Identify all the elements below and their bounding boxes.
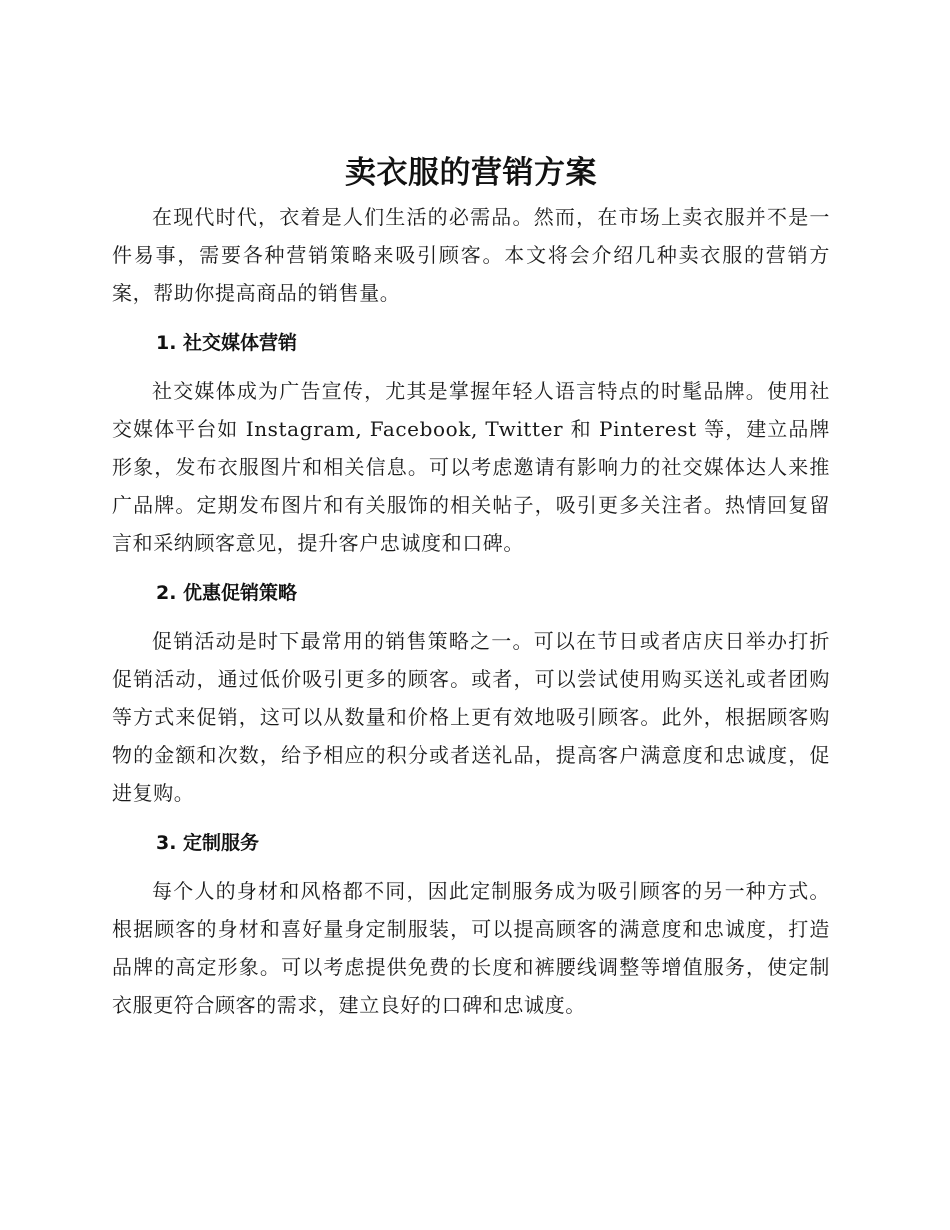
document-page [112, 148, 830, 1024]
section-body: 促销活动是时下最常用的销售策略之一。可以在节日或者店庆日举办打折促销活动，通过低价吸引更多的顾客。或者，可以尝试使用购买送礼或者团购等方式来促销，这可以从数量和价格上更有效地吸引顾客。此外，根据顾客购物的金额和次数，给予相应的积分或者送礼品，提高客户满意度和忠诚度，促进复购。 [112, 629, 830, 805]
section-custom-service [112, 824, 830, 1024]
section-body: 社交媒体成为广告宣传，尤其是掌握年轻人语言特点的时髦品牌。使用社交媒体平台如 Instagram, Facebook, Twitter 和 Pinterest 等，建立品牌形象，发布衣服图片和相关信息。可以考虑邀请有影响力的社交媒体达人来推广品牌。定期发布图片和有关服饰的相关帖子，吸引更多关注者。热情回复留言和采纳顾客意见，提升客户忠诚度和口碑。 [112, 379, 830, 555]
section-heading: 1. 社交媒体营销 [156, 332, 298, 354]
section-body: 每个人的身材和风格都不同，因此定制服务成为吸引顾客的另一种方式。根据顾客的身材和喜好量身定制服装，可以提高顾客的满意度和忠诚度，打造品牌的高定形象。可以考虑提供免费的长度和裤腰线调整等增值服务，使定制衣服更符合顾客的需求，建立良好的口碑和忠诚度。 [112, 879, 830, 1017]
section-heading: 3. 定制服务 [156, 832, 260, 854]
section-social-media [112, 324, 830, 562]
section-heading: 2. 优惠促销策略 [156, 582, 298, 604]
section-promotion [112, 574, 830, 812]
document-title: 卖衣服的营销方案 [345, 155, 597, 191]
intro-paragraph: 在现代时代，衣着是人们生活的必需品。然而，在市场上卖衣服并不是一件易事，需要各种营销策略来吸引顾客。本文将会介绍几种卖衣服的营销方案，帮助你提高商品的销售量。 [112, 205, 830, 305]
